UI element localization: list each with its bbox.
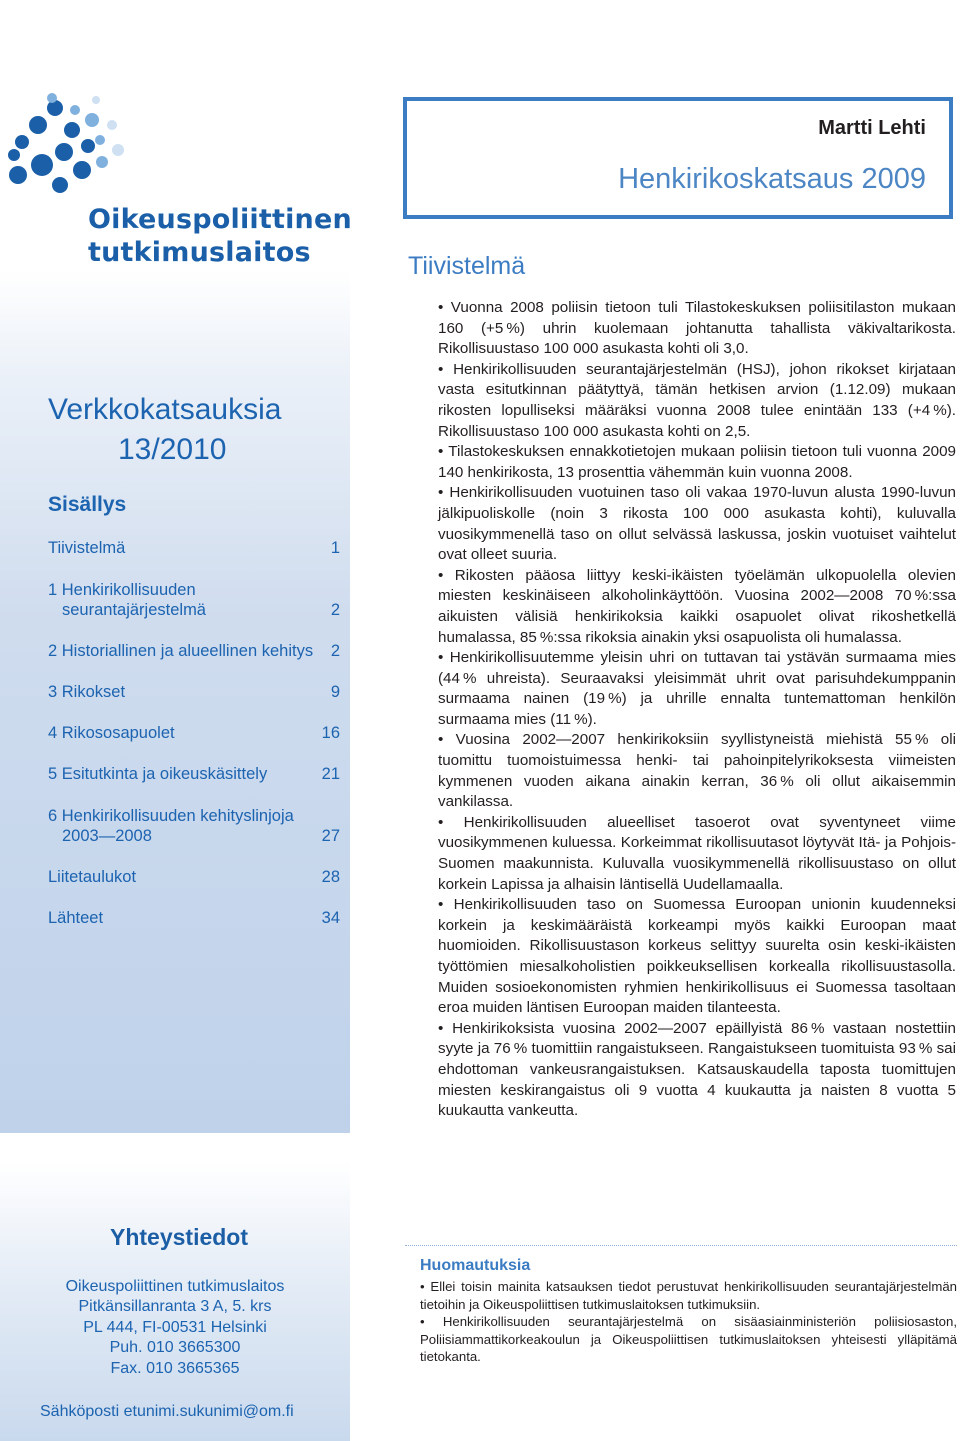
report-title: Henkirikoskatsaus 2009 xyxy=(618,163,926,195)
notes-divider xyxy=(405,1245,957,1246)
toc-item-page: 2 xyxy=(330,642,340,660)
toc-item-references[interactable] xyxy=(48,908,340,928)
toc-item-chapter-5[interactable] xyxy=(48,764,340,784)
summary-paragraph: • Henkirikoksista vuosina 2002—2007 epäillyistä 86 % vastaan nostettiin syyte ja 76 % tuomittiin rangaistukseen. Rangaistukseen tuomituista 93 % sai ehdottoman vankeusrangaistuksen. Katsauskaudella taposta tuomittujen miesten keskirangaistus oli 9 vuotta 4 kuukautta ja naisten 8 vuotta 5 kuukautta vankeutta. xyxy=(438,1019,956,1120)
summary-paragraph: • Henkirikollisuutemme yleisin uhri on tuttavan tai ystävän surmaama mies (44 % uhreista). Seuraavaksi yleisimmät uhrit ovat parisuhdekumppanin surmaama nainen (19 %) ja uhrille ennalta tuntemattoman henkilön surmaama mies (11 %). xyxy=(438,649,956,728)
toc-item-label: Lähteet xyxy=(48,909,104,927)
toc-item-label: 1 Henkirikollisuuden xyxy=(48,581,196,599)
contact-fax: Fax. 010 3665365 xyxy=(110,1360,240,1377)
toc-item-page: 28 xyxy=(321,868,340,886)
summary-paragraph: • Vuonna 2008 poliisin tietoon tuli Tilastokeskuksen poliisitilaston mukaan 160 (+5 %) uhrin kuolemaan johtanutta tahallista väkivaltarikosta. Rikollisuustaso 100 000 asukasta kohti oli 3,0. xyxy=(438,299,956,358)
toc-item-page: 16 xyxy=(321,724,340,742)
author-name: Martti Lehti xyxy=(818,117,926,139)
contact-po-box: PL 444, FI-00531 Helsinki xyxy=(83,1319,267,1336)
summary-paragraph: • Rikosten pääosa liittyy keski-ikäisten työelämän ulkopuolella olevien miesten keskinäiseen alkoholinkäyttöön. Vuosina 2002—2008 70 %:ssa aikuisten välisiä henkirikoksia kaikki osapuolet olivat rikoshetkellä humalassa, 85 %:ssa rikoksia ainakin yksi osapuolista oli humalassa. xyxy=(438,566,956,646)
contact-title: Yhteystiedot xyxy=(109,1224,249,1250)
toc-item-label: 4 Rikososapuolet xyxy=(48,724,175,742)
summary-paragraph: • Henkirikollisuuden seurantajärjestelmän (HSJ), johon rikokset kirjataan vasta esitutkinnan päätyttyä, tämän hetkisen arvion (1.12.09) mukaan rikosten lopulliseksi määräksi vuonna 2008 tulee enintään 133 (+4 %). Rikollisuustaso 100 000 asukasta kohti on 2,5. xyxy=(438,360,956,440)
summary-paragraph: • Henkirikollisuuden taso on Suomessa Euroopan unionin kuudenneksi korkein ja keskimääräistä korkeampi myös kaikki Euroopan maat huomioiden. Rikollisuustason korkeus selittyy suurelta osin keski-ikäisten työttömien miesalkoholistien poikkeuksellisen korkealla rikollisuustasolla. Muiden sosioekonomisten ryhmien henkirikollisuus ei Suomessa tasoltaan eroa muiden läntisen Euroopan maiden tilanteesta. xyxy=(438,896,956,1017)
notes-heading: Huomautuksia xyxy=(420,1257,531,1274)
summary-paragraph: • Henkirikollisuuden vuotuinen taso oli vakaa 1970-luvun alusta 1990-luvun jälkipuoliskolle (noin 3 rikosta 100 000 asukasta kohti), kuluvalla vuosikymmenellä taso on ollut selvässä laskussa, joskin vuotuiset vaihtelut ovat olleet suuria. xyxy=(438,484,956,564)
toc-item-page: 27 xyxy=(321,827,340,845)
summary-heading: Tiivistelmä xyxy=(408,252,526,280)
toc-item-label: Liitetaulukot xyxy=(48,868,137,886)
report-header-box xyxy=(403,97,953,219)
toc-heading: Sisällys xyxy=(48,493,127,516)
contact-phone: Puh. 010 3665300 xyxy=(109,1339,241,1356)
contact-street-address: Pitkänsillanranta 3 A, 5. krs xyxy=(78,1298,272,1315)
toc-item-label: 5 Esitutkinta ja oikeuskäsittely xyxy=(48,765,268,783)
summary-body xyxy=(438,298,956,1122)
toc-item-page: 1 xyxy=(330,539,340,557)
toc-item-label: 2 Historiallinen ja alueellinen kehitys xyxy=(48,642,314,660)
summary-paragraph: • Vuosina 2002—2007 henkirikoksiin syyllistyneistä miehistä 55 % oli tuomittu tuomoistuimessa henki- tai pahoinpitelyrikoksesta viimeisten kymmenen vuoden aikana ainakin kerran, 36 % oli ollut aikaisemmin vankilassa. xyxy=(438,731,956,811)
summary-paragraph: • Tilastokeskuksen ennakkotietojen mukaan poliisin tietoon tuli vuonna 2009 140 henkirikosta, 13 prosenttia vähemmän kuin vuonna 2008. xyxy=(438,443,956,481)
toc-item-appendix[interactable] xyxy=(48,867,340,887)
toc-item-chapter-3[interactable] xyxy=(48,682,340,702)
toc-item-chapter-1[interactable] xyxy=(48,580,340,620)
toc-item-page: 21 xyxy=(321,765,340,783)
toc-item-page: 9 xyxy=(330,683,340,701)
logo-line-2: tutkimuslaitos xyxy=(88,237,311,268)
series-number: 13/2010 xyxy=(118,433,227,466)
contact-email-link[interactable]: Sähköposti etunimi.sukunimi@om.fi xyxy=(40,1403,294,1420)
notes-item: • Ellei toisin mainita katsauksen tiedot perustuvat henkirikollisuuden seurantajärjestelmän tietoihin ja Oikeuspoliittisen tutkimuslaitoksen tutkimuksiin. xyxy=(420,1279,957,1312)
toc-item-label-cont: seurantajärjestelmä xyxy=(62,601,206,619)
toc-item-label: 6 Henkirikollisuuden kehityslinjoja xyxy=(48,807,294,825)
toc-item-label: 3 Rikokset xyxy=(48,683,126,701)
logo-line-1: Oikeuspoliittinen xyxy=(88,204,352,235)
notes-body xyxy=(420,1278,957,1366)
notes-item: • Henkirikollisuuden seurantajärjestelmä on sisäasiainministeriön poliisiosaston, Poliisiammattikorkeakoulun ja Oikeuspoliittisen tutkimuslaitoksen yhteisesti ylläpitämä tietokanta. xyxy=(420,1314,957,1364)
series-title: Verkkokatsauksia xyxy=(48,393,282,426)
toc-item-label-cont: 2003—2008 xyxy=(62,827,152,845)
logo-dots-icon xyxy=(0,0,350,200)
toc-item-page: 34 xyxy=(321,909,340,927)
summary-paragraph: • Henkirikollisuuden alueelliset tasoerot ovat syventyneet viime vuosikymmenen kuluessa. Korkeimmat rikollisuutasot löytyvät Itä- ja Pohjois-Suomen maakunnista. Kuluvalla vuosikymmenellä rikollisuustaso on ollut korkein Lapissa ja alhaisin läntisellä Uudellamaalla. xyxy=(438,813,956,893)
toc-item-chapter-6[interactable] xyxy=(48,806,340,846)
contact-organization: Oikeuspoliittinen tutkimuslaitos xyxy=(65,1278,285,1295)
toc-item-chapter-2[interactable] xyxy=(48,641,340,661)
logo-wordmark xyxy=(88,203,352,269)
toc-item-label: Tiivistelmä xyxy=(48,539,126,557)
toc-item-summary[interactable] xyxy=(48,538,340,558)
toc-item-chapter-4[interactable] xyxy=(48,723,340,743)
toc-item-page: 2 xyxy=(330,601,340,619)
